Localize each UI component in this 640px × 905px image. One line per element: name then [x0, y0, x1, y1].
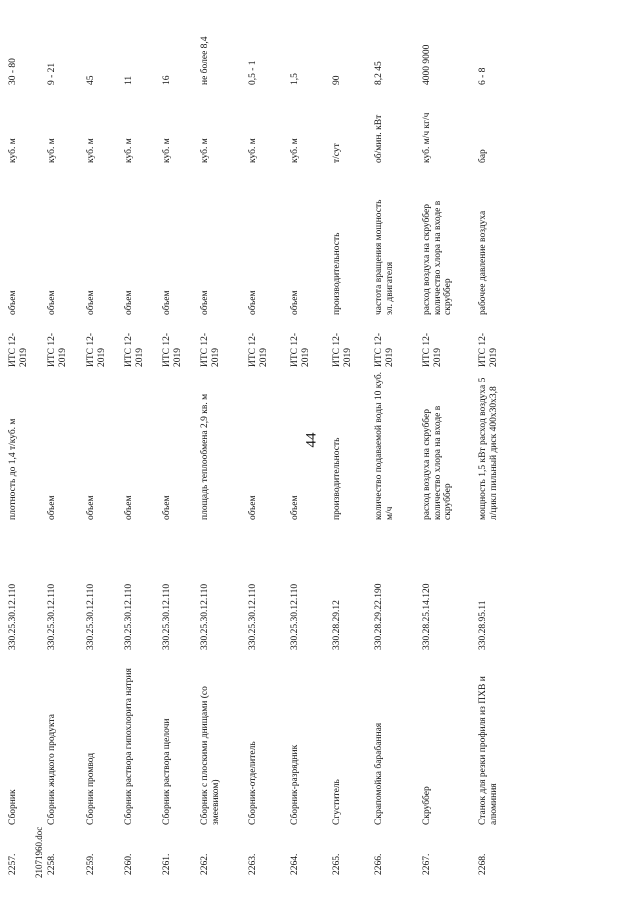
parameter: объем: [47, 290, 57, 315]
its-reference: ИТС 12-2019: [248, 332, 269, 367]
characteristic: объем: [124, 495, 134, 520]
table-row: [290, 0, 328, 905]
value: не более 8,4: [200, 36, 210, 85]
table-row: [47, 0, 85, 905]
unit: куб. м: [47, 138, 57, 163]
row-number: 2264.: [290, 853, 300, 875]
table-row: [332, 0, 370, 905]
row-number: 2257.: [8, 853, 18, 875]
equipment-name: Сгуститель: [332, 779, 342, 825]
its-reference: ИТС 12-2019: [47, 332, 68, 367]
row-number: 2265.: [332, 853, 342, 875]
table-row: [422, 0, 460, 905]
characteristic: расход воздуха на скруббер количество хлора на входе в скруббер: [422, 405, 453, 520]
parameter: частота вращения мощность эл. двигателя: [374, 199, 395, 315]
table-row: [200, 0, 238, 905]
row-number: 2261.: [162, 853, 172, 875]
equipment-name: Скруббер: [422, 786, 432, 825]
row-number: 2260.: [124, 853, 134, 875]
okpd-code: 330.25.30.12.110: [290, 583, 300, 650]
value: 45: [86, 75, 96, 85]
characteristic: плотность до 1,4 т/куб. м: [8, 418, 18, 520]
okpd-code: 330.25.30.12.110: [124, 583, 134, 650]
okpd-code: 330.25.30.12.110: [200, 583, 210, 650]
characteristic: объем: [162, 495, 172, 520]
unit: куб. м: [200, 138, 210, 163]
okpd-code: 330.28.29.12: [332, 600, 342, 650]
footer-filename: 21071960.doc: [34, 826, 44, 878]
characteristic: площадь теплообмена 2,9 кв. м: [200, 393, 210, 520]
value: 9 - 21: [47, 62, 57, 85]
unit: об/мин. кВт: [374, 114, 384, 163]
table-row: [374, 0, 412, 905]
table-row: [162, 0, 200, 905]
okpd-code: 330.25.30.12.110: [47, 583, 57, 650]
row-number: 2259.: [86, 853, 96, 875]
equipment-name: Сборник с плоскими днищами (со змеевиком): [200, 686, 221, 825]
equipment-name: Сборник: [8, 789, 18, 825]
its-reference: ИТС 12-2019: [290, 332, 311, 367]
characteristic: количество подаваемой воды 10 куб. м/ч: [374, 371, 395, 520]
okpd-code: 330.28.29.22.190: [374, 583, 384, 650]
equipment-name: Скрапомойка барабанная: [374, 722, 384, 825]
okpd-code: 330.25.30.12.110: [248, 583, 258, 650]
okpd-code: 330.28.95.11: [478, 600, 488, 650]
value: 0,5 - 1: [248, 60, 258, 85]
value: 16: [162, 75, 172, 85]
row-number: 2266.: [374, 853, 384, 875]
its-reference: ИТС 12-2019: [200, 332, 221, 367]
row-number: 2267.: [422, 853, 432, 875]
value: 4000 9000: [422, 44, 432, 85]
unit: куб. м: [86, 138, 96, 163]
value: 90: [332, 75, 342, 85]
table-row: [248, 0, 286, 905]
table-row: [8, 0, 46, 905]
value: 6 - 8: [478, 67, 488, 85]
its-reference: ИТС 12-2019: [162, 332, 183, 367]
table-row: [478, 0, 516, 905]
unit: куб. м/ч кг/ч: [422, 112, 432, 163]
table-row: [124, 0, 162, 905]
table-row: [86, 0, 124, 905]
parameter: объем: [248, 290, 258, 315]
parameter: объем: [86, 290, 96, 315]
row-number: 2258.: [47, 853, 57, 875]
characteristic: мощность 1,5 кВт расход воздуха 5 л/цикл пильный диск 400х30х3,8: [478, 377, 499, 520]
parameter: объем: [200, 290, 210, 315]
value: 1,5: [290, 73, 300, 85]
unit: бар: [478, 149, 488, 163]
unit: куб. м: [162, 138, 172, 163]
characteristic: объем: [290, 495, 300, 520]
its-reference: ИТС 12-2019: [86, 332, 107, 367]
unit: куб. м: [124, 138, 134, 163]
row-number: 2263.: [248, 853, 258, 875]
value: 30 - 80: [8, 58, 18, 85]
parameter: расход воздуха на скруббер количество хлора на входе в скруббер: [422, 200, 453, 315]
its-reference: ИТС 12-2019: [332, 332, 353, 367]
its-reference: ИТС 12-2019: [422, 332, 443, 367]
its-reference: ИТС 12-2019: [478, 332, 499, 367]
parameter: производительность: [332, 232, 342, 315]
row-number: 2268.: [478, 853, 488, 875]
okpd-code: 330.25.30.12.110: [162, 583, 172, 650]
unit: т/сут: [332, 143, 342, 163]
equipment-name: Сборник жидкого продукта: [47, 714, 57, 825]
its-reference: ИТС 12-2019: [124, 332, 145, 367]
equipment-name: Сборник раствора щелочи: [162, 718, 172, 825]
row-number: 2262.: [200, 853, 210, 875]
value: 11: [124, 75, 134, 85]
value: 8,2 45: [374, 61, 384, 85]
characteristic: объем: [248, 495, 258, 520]
unit: куб. м: [8, 138, 18, 163]
parameter: рабочее давление воздуха: [478, 210, 488, 315]
page-number: 44: [303, 432, 320, 448]
equipment-name: Сборник промвод: [86, 752, 96, 825]
okpd-code: 330.25.30.12.110: [8, 583, 18, 650]
equipment-name: Сборник-отделитель: [248, 741, 258, 825]
its-reference: ИТС 12-2019: [8, 332, 29, 367]
equipment-name: Сборник-разрядник: [290, 744, 300, 825]
parameter: объем: [8, 290, 18, 315]
parameter: объем: [162, 290, 172, 315]
parameter: объем: [124, 290, 134, 315]
unit: куб. м: [290, 138, 300, 163]
okpd-code: 330.25.30.12.110: [86, 583, 96, 650]
its-reference: ИТС 12-2019: [374, 332, 395, 367]
unit: куб. м: [248, 138, 258, 163]
characteristic: производительность: [332, 437, 342, 520]
equipment-name: Станок для резки профиля из ПХВ и алюминия: [478, 676, 499, 825]
equipment-name: Сборник раствора гипохлорита натрия: [124, 668, 134, 825]
parameter: объем: [290, 290, 300, 315]
okpd-code: 330.28.25.14.120: [422, 583, 432, 650]
characteristic: объем: [47, 495, 57, 520]
characteristic: объем: [86, 495, 96, 520]
